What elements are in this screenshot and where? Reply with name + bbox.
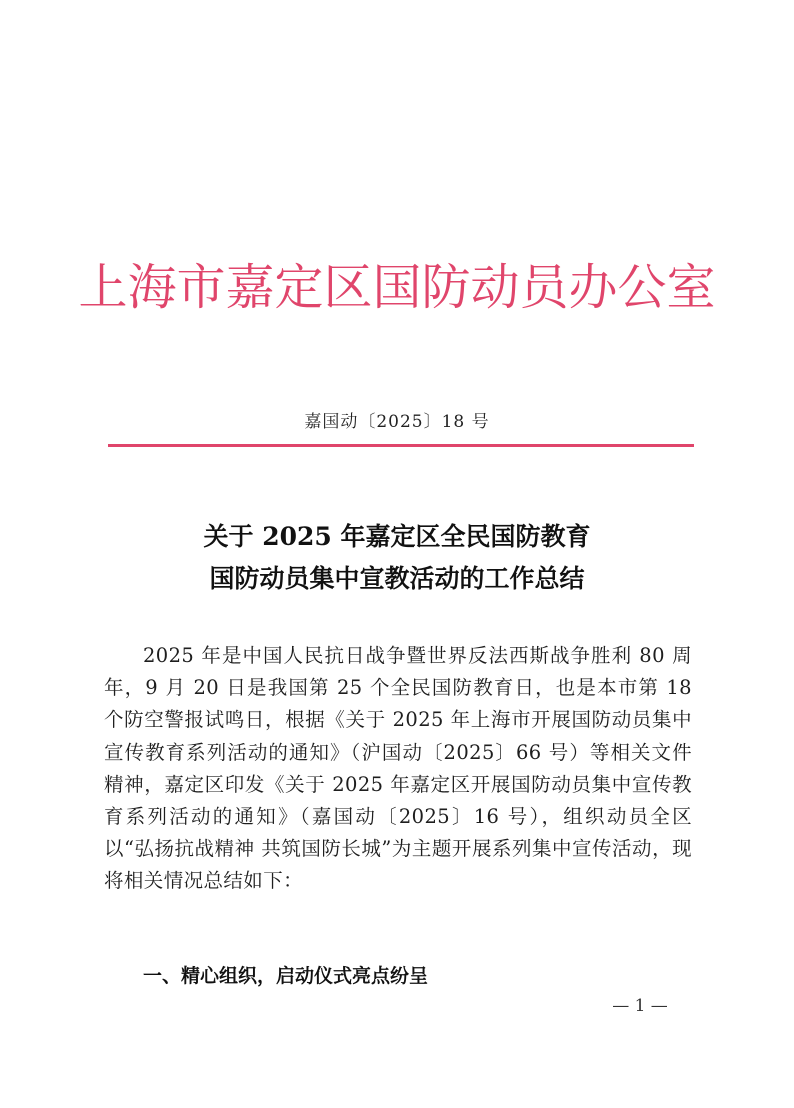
issuer-header: 上海市嘉定区国防动员办公室 bbox=[78, 259, 716, 316]
title-line-1: 关于 2025 年嘉定区全民国防教育 bbox=[203, 522, 591, 551]
document-number: 嘉国动〔2025〕18 号 bbox=[304, 412, 490, 432]
page-number: — 1 — bbox=[612, 996, 668, 1016]
section-heading-1: 一、精心组织，启动仪式亮点纷呈 bbox=[143, 965, 429, 987]
red-divider-line bbox=[108, 444, 694, 447]
body-paragraph-1: 2025 年是中国人民抗日战争暨世界反法西斯战争胜利 80 周年，9 月 20 日是我国第 25 个全民国防教育日，也是本市第 18 个防空警报试鸣日，根据《关于 2025 年上海市开展国防动员集中宣传教育系列活动的通知》（沪国动〔2025〕66 号）等相关文件精神，嘉定区印发《关于 2025 年嘉定区开展国防动员集中宣传教育系列活动的通知》（嘉国动〔2025〕16 号），组织动员全区以“弘扬抗战精神 共筑国防长城”为主题开展系列集中宣传活动，现将相关情况总结如下： bbox=[104, 644, 692, 893]
title-line-2: 国防动员集中宣教活动的工作总结 bbox=[209, 564, 585, 593]
document-title bbox=[0, 516, 794, 600]
